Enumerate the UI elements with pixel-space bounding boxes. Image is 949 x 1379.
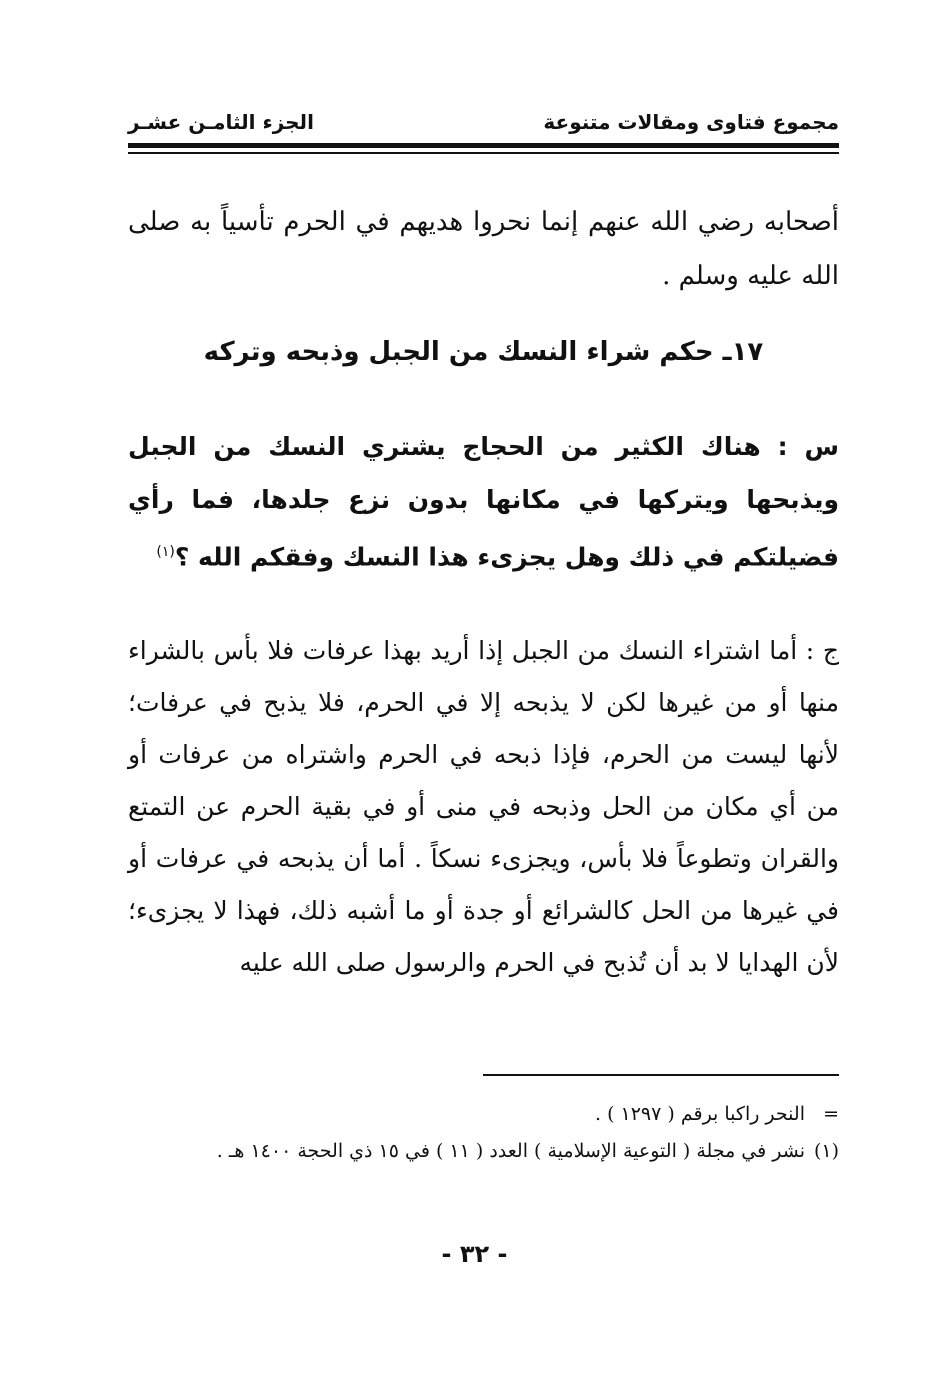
page-number: - ٣٢ - [441, 1240, 508, 1268]
question-paragraph [128, 420, 839, 583]
running-header [128, 106, 839, 142]
footnote-ref: (١) [156, 544, 175, 560]
header-rule-thin [128, 152, 839, 154]
header-rule-thick [128, 143, 839, 148]
footnote-1 [128, 1133, 839, 1170]
footnote-marker: = [823, 1103, 839, 1125]
footnote-continuation [128, 1096, 839, 1133]
footnote-text: نشر في مجلة ( التوعية الإسلامية ) العدد ( ١١ ) في ١٥ ذي الحجة ١٤٠٠ هـ . [216, 1140, 805, 1162]
footnote-text: النحر راكبا برقم ( ١٢٩٧ ) . [594, 1103, 805, 1125]
footnote-separator [483, 1074, 839, 1076]
footnote-marker: (١) [813, 1140, 839, 1162]
volume-label: الجزء الثامـن عشـر [128, 110, 314, 134]
answer-paragraph: ج : أما اشتراء النسك من الجبل إذا أريد بهذا عرفات فلا بأس بالشراء منها أو من غيرها لكن لا يذبحه إلا في الحرم، فلا يذبح في عرفات؛ لأنها ليست من الحرم، فإذا ذبحه في الحرم واشتراه من عرفات أو من أي مكان من الحل وذبحه في منى أو في بقية الحرم عن التمتع والقران وتطوعاً فلا بأس، ويجزىء نسكاً . أما أن يذبحه في عرفات أو في غيرها من الحل كالشرائع أو جدة أو ما أشبه ذلك، فهذا لا يجزىء؛ لأن الهدايا لا بد أن تُذبح في الحرم والرسول صلى الله عليه [128, 636, 839, 977]
book-title: مجموع فتاوى ومقالات متنوعة [543, 110, 839, 134]
footnotes [128, 1096, 839, 1170]
intro-paragraph: أصحابه رضي الله عنهم إنما نحروا هديهم في الحرم تأسياً به صلى الله عليه وسلم . [128, 207, 839, 291]
section-heading: ١٧ـ حكم شراء النسك من الجبل وذبحه وتركه [203, 337, 764, 367]
question-text: س : هناك الكثير من الحجاج يشتري النسك من الجبل ويذبحها ويتركها في مكانها بدون نزع جلدها، فما رأي فضيلتكم في ذلك وهل يجزىء هذا النسك وفقكم الله ؟ [128, 432, 839, 572]
